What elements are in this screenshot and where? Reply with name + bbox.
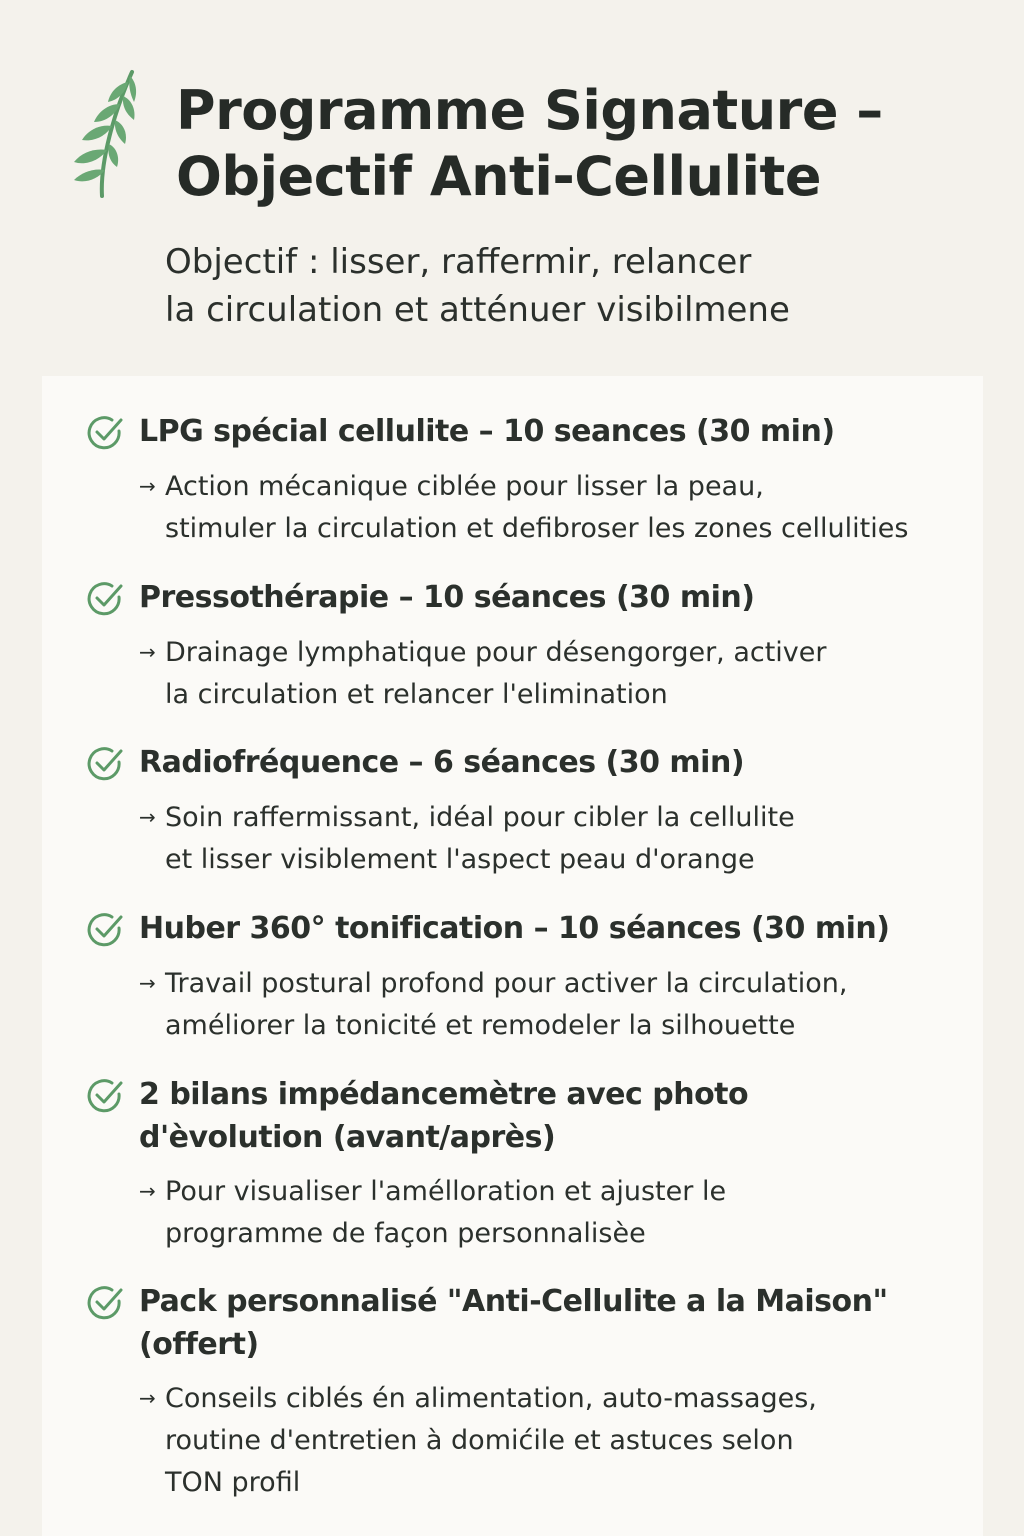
page-subtitle-line: Objectif : lisser, raffermir, relancer <box>165 242 752 282</box>
description-text: Action mécanique ciblée pour lisser la peau, <box>165 471 764 502</box>
check-circle-icon <box>86 911 124 949</box>
description-line <box>139 962 969 1005</box>
page-subtitle <box>165 238 1005 334</box>
program-item-title <box>139 410 969 453</box>
program-item-title-line: Pressothérapie – 10 séances (30 min) <box>139 580 755 615</box>
program-item-description <box>139 631 969 716</box>
description-line <box>139 1170 969 1213</box>
description-line <box>139 631 969 674</box>
program-item-title <box>139 741 969 784</box>
program-item-title-line: 2 bilans impédancemètre avec photo <box>139 1077 749 1112</box>
page-title-line: Objectif Anti-Cellulite <box>176 145 821 208</box>
check-circle-icon <box>86 1284 124 1322</box>
description-text: Soin raffermissant, idéal pour cibler la cellulite <box>165 802 795 833</box>
description-line <box>139 1377 969 1420</box>
program-item-description <box>139 1377 969 1504</box>
description-text: Drainage lymphatique pour désengorger, activer <box>165 637 827 668</box>
arrow-right-icon: → <box>139 1179 156 1203</box>
description-line: améliorer la tonicité et remodeler la silhouette <box>165 1010 796 1041</box>
program-item-title <box>139 576 969 619</box>
arrow-right-icon: → <box>139 805 156 829</box>
arrow-right-icon: → <box>139 474 156 498</box>
page-title-line: Programme Signature – <box>176 79 883 142</box>
program-item-description <box>139 1170 969 1255</box>
description-text: Travail postural profond pour activer la circulation, <box>165 968 848 999</box>
program-card <box>42 376 983 1536</box>
description-line: routine d'entretien à domićile et astuces selon <box>165 1425 794 1456</box>
program-item-title-line: Huber 360° tonification – 10 séances (30 min) <box>139 911 890 946</box>
program-item-title <box>139 1280 969 1366</box>
leaf-icon <box>52 66 144 206</box>
program-item-title <box>139 1073 969 1159</box>
description-text: Conseils ciblés én alimentation, auto-massages, <box>165 1383 817 1414</box>
page-subtitle-line: la circulation et atténuer visibilmene <box>165 290 790 330</box>
description-line: stimuler la circulation et defibroser les zones cellulities <box>165 513 909 544</box>
program-item-title-line: Radiofréquence – 6 séances (30 min) <box>139 745 745 780</box>
description-text: Pour visualiser l'amélloration et ajuster le <box>165 1176 727 1207</box>
description-line <box>139 796 969 839</box>
description-line: TON profil <box>165 1467 301 1498</box>
arrow-right-icon: → <box>139 640 156 664</box>
check-circle-icon <box>86 580 124 618</box>
program-item-description <box>139 962 969 1047</box>
program-item-description <box>139 465 969 550</box>
arrow-right-icon: → <box>139 971 156 995</box>
check-circle-icon <box>86 745 124 783</box>
description-line: la circulation et relancer l'elimination <box>165 679 668 710</box>
arrow-right-icon: → <box>139 1386 156 1410</box>
description-line: programme de façon personnalisèe <box>165 1218 646 1249</box>
page-header <box>0 0 1024 370</box>
program-item-title-line: (offert) <box>139 1327 259 1362</box>
program-item-title-line: Pack personnalisé "Anti-Cellulite a la Maison" <box>139 1284 888 1319</box>
page-title <box>176 78 996 210</box>
description-line <box>139 465 969 508</box>
program-item-title-line: d'èvolution (avant/après) <box>139 1120 556 1155</box>
description-line: et lisser visiblement l'aspect peau d'orange <box>165 844 755 875</box>
program-item-title-line: LPG spécial cellulite – 10 seances (30 min) <box>139 414 835 449</box>
check-circle-icon <box>86 414 124 452</box>
program-item-title <box>139 907 969 950</box>
check-circle-icon <box>86 1077 124 1115</box>
program-item-description <box>139 796 969 881</box>
